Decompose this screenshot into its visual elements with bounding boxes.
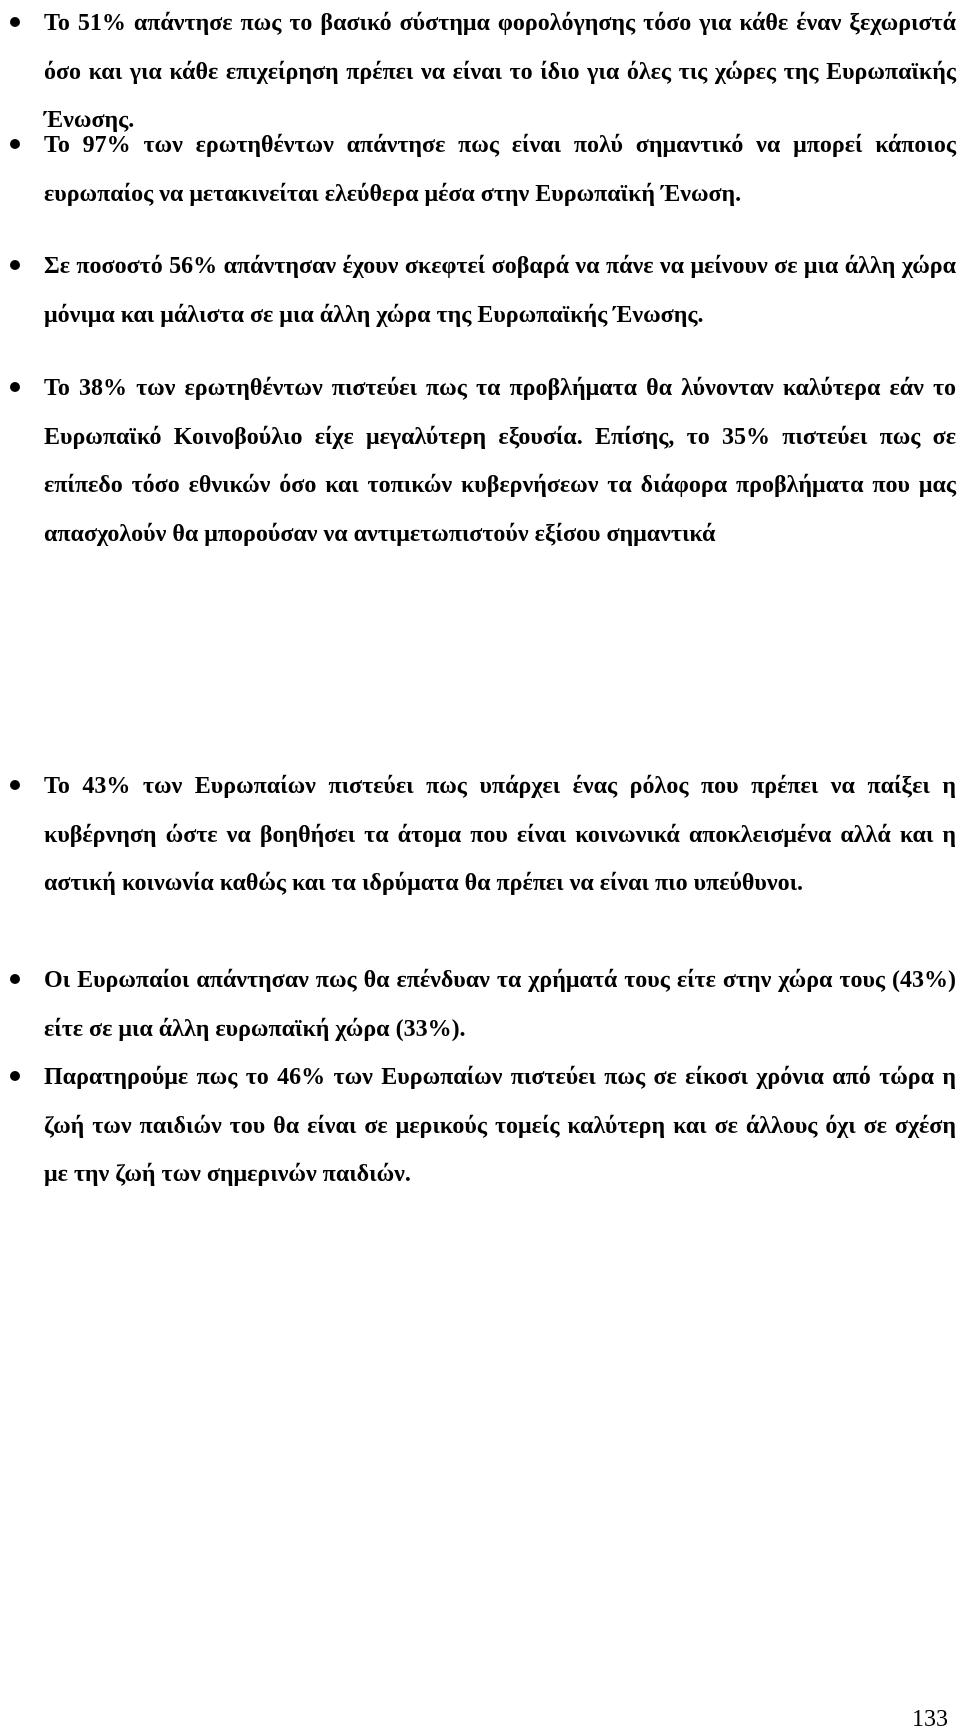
list-item-text: Το 43% των Ευρωπαίων πιστεύει πως υπάρχει ένας ρόλος που πρέπει να παίξει η κυβέρνηση ώστε να βοηθήσει τα άτομα που είναι κοινωνικά αποκλεισμένα αλλά και η αστική κοινωνία καθώς και τα ιδρύματα θα πρέπει να είναι πιο υπεύθυνοι. (44, 773, 956, 896)
bullet-icon (10, 382, 20, 392)
bullet-icon (10, 17, 20, 27)
list-item-text: Σε ποσοστό 56% απάντησαν έχουν σκεφτεί σοβαρά να πάνε να μείνουν σε μια άλλη χώρα μόνιμα και μάλιστα σε μια άλλη χώρα της Ευρωπαϊκής Ένωσης. (44, 253, 956, 328)
list-item (44, 762, 956, 908)
list-item (44, 364, 956, 558)
list-item (44, 242, 956, 339)
list-item-text: Το 38% των ερωτηθέντων πιστεύει πως τα προβλήματα θα λύνονταν καλύτερα εάν το Ευρωπαϊκό Κοινοβούλιο είχε μεγαλύτερη εξουσία. Επίσης, το 35% πιστεύει πως σε επίπεδο τόσο εθνικών όσο και τοπικών κυβερνήσεων τα διάφορα προβλήματα που μας απασχολούν θα μπορούσαν να αντιμετωπιστούν εξίσου σημαντικά (44, 375, 956, 547)
bullet-icon (10, 1071, 20, 1081)
list-item (44, 956, 956, 1053)
bullet-icon (10, 139, 20, 149)
page-number: 133 (912, 1706, 948, 1732)
bullet-icon (10, 780, 20, 790)
list-item-text: Οι Ευρωπαίοι απάντησαν πως θα επένδυαν τα χρήματά τους είτε στην χώρα τους (43%) είτε σε μια άλλη ευρωπαϊκή χώρα (33%). (44, 967, 956, 1042)
bullet-icon (10, 974, 20, 984)
list-item (44, 1053, 956, 1199)
list-item-text: Το 97% των ερωτηθέντων απάντησε πως είναι πολύ σημαντικό να μπορεί κάποιος ευρωπαίος να μετακινείται ελεύθερα μέσα στην Ευρωπαϊκή Ένωση. (44, 132, 956, 207)
bullet-icon (10, 260, 20, 270)
list-item-text: Το 51% απάντησε πως το βασικό σύστημα φορολόγησης τόσο για κάθε έναν ξεχωριστά όσο και για κάθε επιχείρηση πρέπει να είναι το ίδιο για όλες τις χώρες της Ευρωπαϊκής Ένωσης. (44, 10, 956, 133)
list-item (44, 121, 956, 218)
list-item-text: Παρατηρούμε πως το 46% των Ευρωπαίων πιστεύει πως σε είκοσι χρόνια από τώρα η ζωή των παιδιών του θα είναι σε μερικούς τομείς καλύτερη και σε άλλους όχι σε σχέση με την ζωή των σημερινών παιδιών. (44, 1064, 956, 1187)
